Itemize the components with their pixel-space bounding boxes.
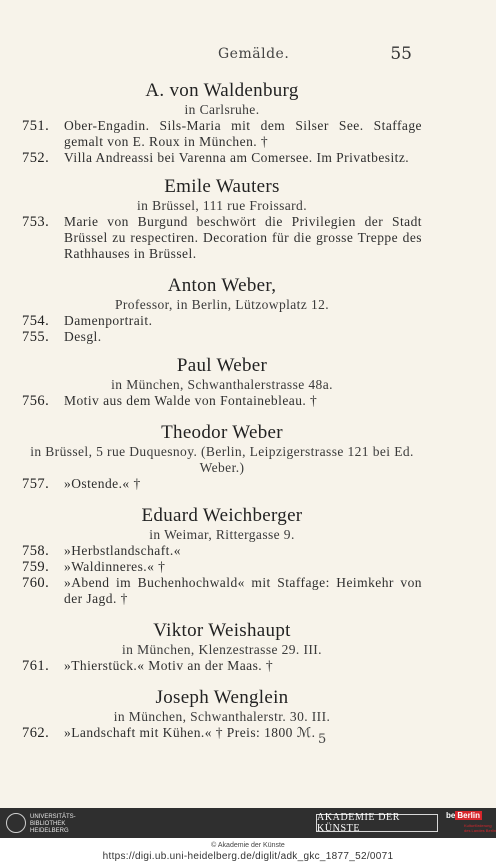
copyright-notice: © Akademie der Künste: [211, 842, 285, 849]
artist-address: in Weimar, Rittergasse 9.: [149, 527, 295, 542]
permalink-url[interactable]: https://digi.ub.uni-heidelberg.de/diglit/adk_gkc_1877_52/0071: [102, 851, 394, 862]
catalogue-entry: [22, 658, 422, 674]
artist-address: in München, Schwanthalerstrasse 48a.: [111, 377, 333, 392]
catalogue-entry: [22, 543, 422, 559]
entry-text: Damenportrait.: [64, 313, 153, 328]
artist-name: Eduard Weichberger: [141, 505, 303, 526]
running-head: [0, 46, 496, 66]
catalogue-entry: [22, 393, 422, 409]
berlin-logo-part2: Berlin: [457, 811, 481, 820]
entry-number: 759.: [22, 559, 50, 575]
berlin-partner-logo[interactable]: [446, 810, 496, 836]
entry-number: 758.: [22, 543, 50, 559]
signature-mark: 5: [318, 732, 327, 747]
artist-heading: [22, 422, 422, 476]
catalogue-entry: [22, 214, 422, 262]
artist-heading: [22, 355, 422, 393]
entry-text: Marie von Burgund beschwört die Privilegien der Stadt Brüssel zu respectiren. Decoration für die grosse Treppe des Rathhauses in Brüssel.: [64, 214, 422, 261]
artist-address: in Brüssel, 5 rue Duquesnoy. (Berlin, Leipzigerstrasse 121 bei Ed. Weber.): [30, 444, 414, 475]
artist-name: Joseph Wenglein: [155, 687, 289, 708]
entry-number: 761.: [22, 658, 50, 674]
university-library-logo[interactable]: [6, 811, 76, 835]
entry-number: 757.: [22, 476, 50, 492]
artist-heading: [22, 176, 422, 214]
artist-address: in München, Schwanthalerstr. 30. III.: [113, 709, 331, 724]
entry-text: »Abend im Buchenhochwald« mit Staffage: Heimkehr von der Jagd. †: [64, 575, 422, 606]
catalogue-entry: [22, 476, 422, 492]
entry-text: »Landschaft mit Kühen.« † Preis: 1800 ℳ.: [64, 725, 316, 740]
entry-text: »Herbstlandschaft.«: [64, 543, 181, 558]
footer-band: [0, 808, 496, 838]
library-seal-icon: [6, 813, 26, 833]
entry-number: 760.: [22, 575, 50, 591]
artist-heading: [22, 80, 422, 118]
artist-name: Viktor Weishaupt: [153, 620, 291, 641]
artist-heading: [22, 620, 422, 658]
berlin-logo-subtitle: Kulturförderung des Landes Berlin: [464, 823, 496, 833]
artist-name: Paul Weber: [176, 355, 268, 376]
entry-number: 755.: [22, 329, 50, 345]
entry-number: 752.: [22, 150, 50, 166]
akademie-der-kuenste-button[interactable]: AKADEMIE DER KÜNSTE: [316, 814, 438, 832]
entry-number: 756.: [22, 393, 50, 409]
artist-name: A. von Waldenburg: [145, 80, 299, 101]
page-number: 55: [390, 44, 412, 64]
entry-number: 762.: [22, 725, 50, 741]
library-logo-text: UNIVERSITÄTS- BIBLIOTHEK HEIDELBERG: [30, 814, 76, 834]
catalogue-entry: [22, 575, 422, 607]
entry-text: Ober-Engadin. Sils-Maria mit dem Silser See. Staffage gemalt von E. Roux in München. †: [64, 118, 422, 149]
entry-text: Villa Andreassi bei Varenna am Comersee. Im Privatbesitz.: [64, 150, 410, 165]
entry-number: 753.: [22, 214, 50, 230]
artist-address: in München, Klenzestrasse 29. III.: [122, 642, 322, 657]
entry-text: »Waldinneres.« †: [64, 559, 166, 574]
catalogue-entry: [22, 725, 422, 741]
catalogue-content: [22, 80, 422, 741]
running-title: Gemälde.: [218, 46, 290, 62]
artist-name: Theodor Weber: [161, 422, 283, 443]
artist-address: Professor, in Berlin, Lützowplatz 12.: [114, 297, 330, 312]
viewer-footer: [0, 808, 496, 865]
catalogue-entry: [22, 559, 422, 575]
entry-number: 754.: [22, 313, 50, 329]
catalogue-entry: [22, 313, 422, 329]
artist-heading: [22, 505, 422, 543]
artist-address: in Brüssel, 111 rue Froissard.: [137, 198, 307, 213]
artist-heading: [22, 275, 422, 313]
catalogue-entry: [22, 150, 422, 166]
entry-text: »Thierstück.« Motiv an der Maas. †: [64, 658, 274, 673]
catalogue-entry: [22, 329, 422, 345]
catalogue-entry: [22, 118, 422, 150]
berlin-logo-part1: be: [446, 811, 456, 820]
artist-heading: [22, 687, 422, 725]
entry-number: 751.: [22, 118, 50, 134]
artist-name: Anton Weber,: [167, 275, 277, 296]
entry-text: Motiv aus dem Walde von Fontainebleau. †: [64, 393, 318, 408]
artist-address: in Carlsruhe.: [184, 102, 260, 117]
berlin-logo-badge: [446, 810, 490, 822]
artist-name: Emile Wauters: [164, 176, 280, 197]
entry-text: Desgl.: [64, 329, 102, 344]
entry-text: »Ostende.« †: [64, 476, 141, 491]
